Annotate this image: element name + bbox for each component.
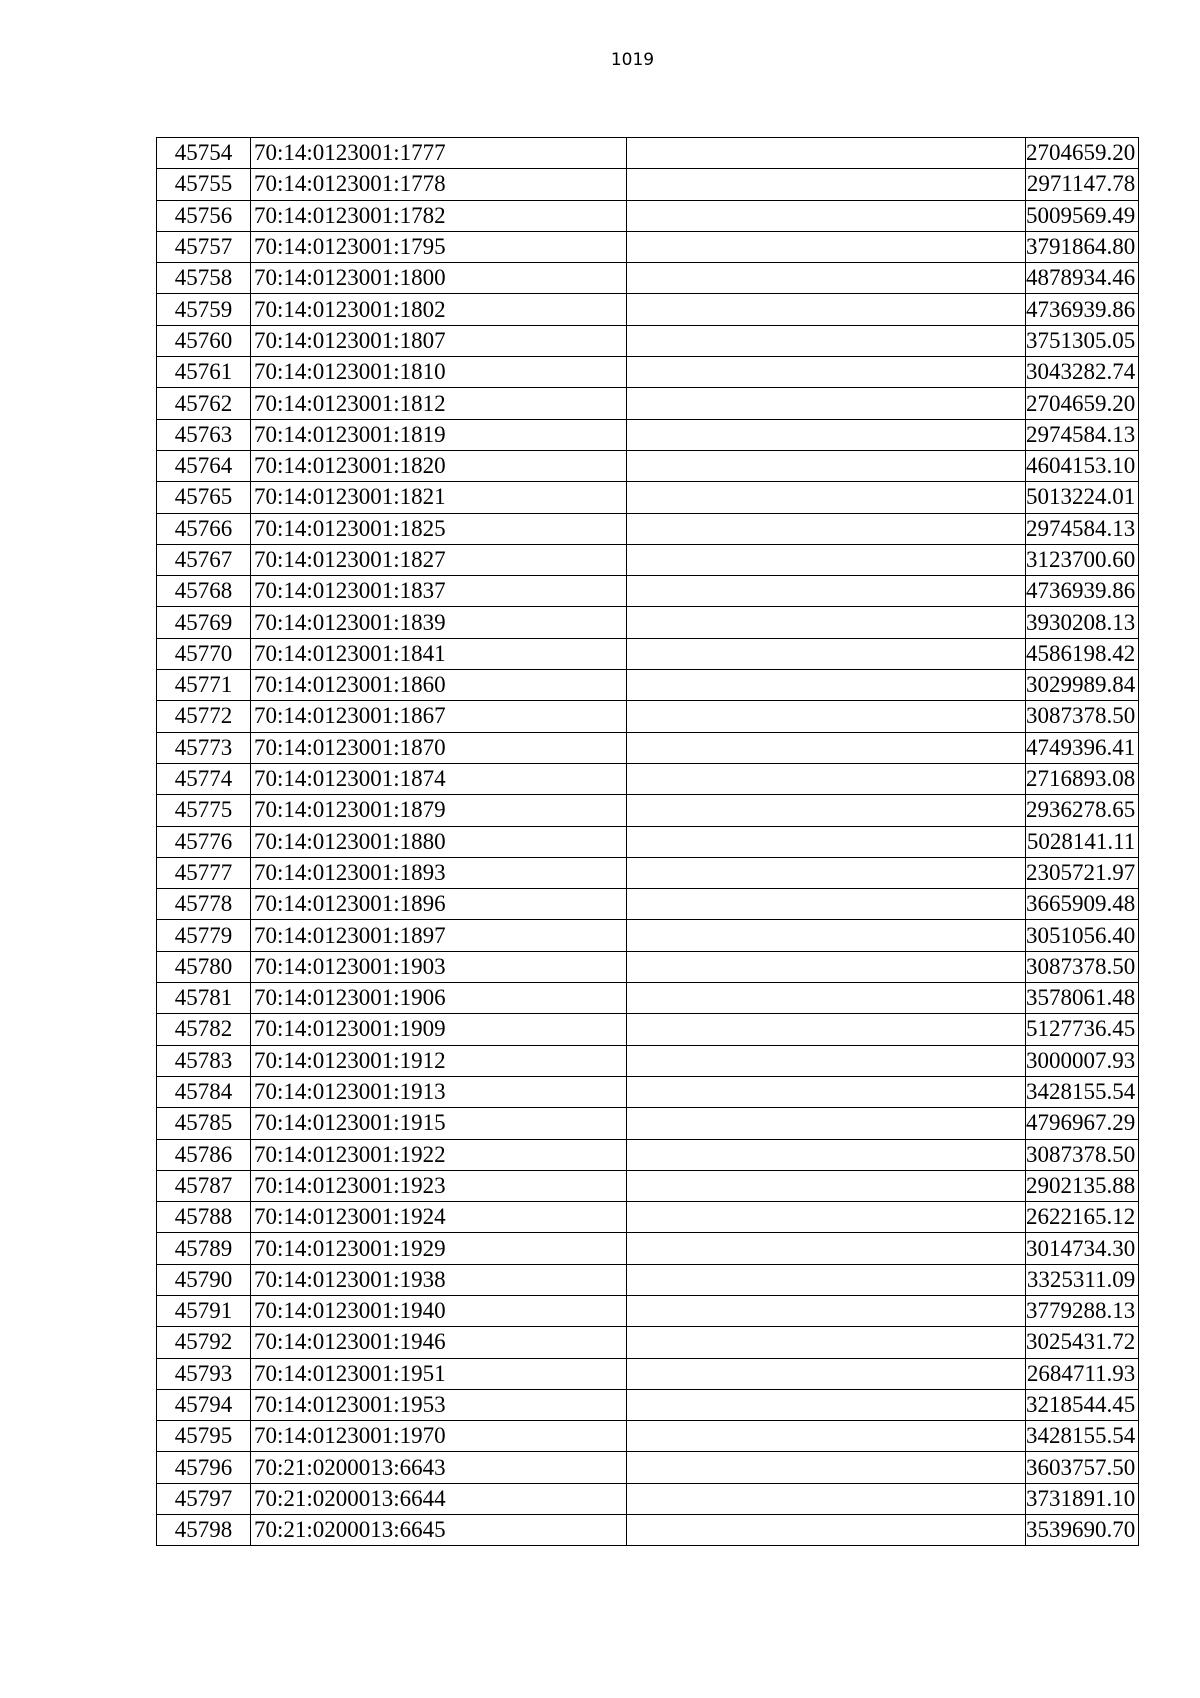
cadastral-number-cell: 70:14:0123001:1880 bbox=[251, 826, 627, 857]
row-number-cell: 45787 bbox=[157, 1170, 251, 1201]
cadastral-number-cell: 70:14:0123001:1896 bbox=[251, 889, 627, 920]
row-number-cell: 45770 bbox=[157, 638, 251, 669]
cadastral-value-cell: 5028141.11 bbox=[1026, 826, 1139, 857]
cadastral-number-cell: 70:14:0123001:1827 bbox=[251, 544, 627, 575]
table-row bbox=[157, 482, 1139, 513]
table-row bbox=[157, 1076, 1139, 1107]
table-row bbox=[157, 576, 1139, 607]
empty-cell bbox=[627, 231, 1026, 262]
empty-cell bbox=[627, 544, 1026, 575]
table-row bbox=[157, 763, 1139, 794]
cadastral-number-cell: 70:14:0123001:1825 bbox=[251, 513, 627, 544]
row-number-cell: 45769 bbox=[157, 607, 251, 638]
row-number-cell: 45758 bbox=[157, 263, 251, 294]
cadastral-value-cell: 2684711.93 bbox=[1026, 1358, 1139, 1389]
cadastral-number-cell: 70:14:0123001:1807 bbox=[251, 325, 627, 356]
cadastral-value-cell: 3428155.54 bbox=[1026, 1076, 1139, 1107]
cadastral-number-cell: 70:14:0123001:1820 bbox=[251, 450, 627, 481]
empty-cell bbox=[627, 826, 1026, 857]
empty-cell bbox=[627, 576, 1026, 607]
empty-cell bbox=[627, 983, 1026, 1014]
cadastral-number-cell: 70:14:0123001:1953 bbox=[251, 1389, 627, 1420]
cadastral-value-cell: 3000007.93 bbox=[1026, 1045, 1139, 1076]
cadastral-value-cell: 2622165.12 bbox=[1026, 1202, 1139, 1233]
cadastral-value-cell: 3087378.50 bbox=[1026, 951, 1139, 982]
cadastral-number-cell: 70:14:0123001:1912 bbox=[251, 1045, 627, 1076]
table-row bbox=[157, 200, 1139, 231]
table-row bbox=[157, 1358, 1139, 1389]
cadastral-value-cell: 4586198.42 bbox=[1026, 638, 1139, 669]
empty-cell bbox=[627, 1389, 1026, 1420]
cadastral-number-cell: 70:21:0200013:6644 bbox=[251, 1483, 627, 1514]
cadastral-number-cell: 70:14:0123001:1810 bbox=[251, 357, 627, 388]
empty-cell bbox=[627, 1358, 1026, 1389]
empty-cell bbox=[627, 138, 1026, 169]
row-number-cell: 45779 bbox=[157, 920, 251, 951]
table-row bbox=[157, 1108, 1139, 1139]
row-number-cell: 45782 bbox=[157, 1014, 251, 1045]
cadastral-value-cell: 2902135.88 bbox=[1026, 1170, 1139, 1201]
row-number-cell: 45763 bbox=[157, 419, 251, 450]
empty-cell bbox=[627, 1515, 1026, 1546]
row-number-cell: 45789 bbox=[157, 1233, 251, 1264]
cadastral-value-cell: 3123700.60 bbox=[1026, 544, 1139, 575]
table-row bbox=[157, 1139, 1139, 1170]
cadastral-number-cell: 70:14:0123001:1841 bbox=[251, 638, 627, 669]
row-number-cell: 45790 bbox=[157, 1264, 251, 1295]
cadastral-number-cell: 70:14:0123001:1924 bbox=[251, 1202, 627, 1233]
cadastral-number-cell: 70:14:0123001:1923 bbox=[251, 1170, 627, 1201]
page-number: 1019 bbox=[610, 50, 655, 70]
cadastral-number-cell: 70:14:0123001:1951 bbox=[251, 1358, 627, 1389]
row-number-cell: 45776 bbox=[157, 826, 251, 857]
cadastral-value-cell: 2716893.08 bbox=[1026, 763, 1139, 794]
empty-cell bbox=[627, 1202, 1026, 1233]
empty-cell bbox=[627, 889, 1026, 920]
cadastral-number-cell: 70:14:0123001:1812 bbox=[251, 388, 627, 419]
cadastral-value-cell: 2305721.97 bbox=[1026, 857, 1139, 888]
table-row bbox=[157, 169, 1139, 200]
row-number-cell: 45783 bbox=[157, 1045, 251, 1076]
cadastral-number-cell: 70:14:0123001:1915 bbox=[251, 1108, 627, 1139]
table-row bbox=[157, 732, 1139, 763]
table-row bbox=[157, 1452, 1139, 1483]
empty-cell bbox=[627, 482, 1026, 513]
cadastral-value-cell: 3779288.13 bbox=[1026, 1295, 1139, 1326]
cadastral-number-cell: 70:14:0123001:1879 bbox=[251, 795, 627, 826]
table-row bbox=[157, 388, 1139, 419]
row-number-cell: 45760 bbox=[157, 325, 251, 356]
row-number-cell: 45788 bbox=[157, 1202, 251, 1233]
cadastral-number-cell: 70:14:0123001:1821 bbox=[251, 482, 627, 513]
cadastral-number-cell: 70:14:0123001:1795 bbox=[251, 231, 627, 262]
empty-cell bbox=[627, 1076, 1026, 1107]
empty-cell bbox=[627, 701, 1026, 732]
cadastral-value-cell: 3665909.48 bbox=[1026, 889, 1139, 920]
cadastral-number-cell: 70:21:0200013:6645 bbox=[251, 1515, 627, 1546]
table-row bbox=[157, 513, 1139, 544]
empty-cell bbox=[627, 1295, 1026, 1326]
row-number-cell: 45768 bbox=[157, 576, 251, 607]
cadastral-number-cell: 70:14:0123001:1970 bbox=[251, 1421, 627, 1452]
cadastral-number-cell: 70:14:0123001:1946 bbox=[251, 1327, 627, 1358]
cadastral-value-cell: 4749396.41 bbox=[1026, 732, 1139, 763]
row-number-cell: 45798 bbox=[157, 1515, 251, 1546]
table-row bbox=[157, 1202, 1139, 1233]
cadastral-number-cell: 70:14:0123001:1870 bbox=[251, 732, 627, 763]
cadastral-value-cell: 3539690.70 bbox=[1026, 1515, 1139, 1546]
row-number-cell: 45795 bbox=[157, 1421, 251, 1452]
cadastral-value-cell: 5009569.49 bbox=[1026, 200, 1139, 231]
row-number-cell: 45764 bbox=[157, 450, 251, 481]
table-row bbox=[157, 1421, 1139, 1452]
cadastral-value-cell: 3014734.30 bbox=[1026, 1233, 1139, 1264]
cadastral-number-cell: 70:14:0123001:1913 bbox=[251, 1076, 627, 1107]
empty-cell bbox=[627, 670, 1026, 701]
cadastral-value-cell: 3930208.13 bbox=[1026, 607, 1139, 638]
empty-cell bbox=[627, 325, 1026, 356]
row-number-cell: 45785 bbox=[157, 1108, 251, 1139]
row-number-cell: 45755 bbox=[157, 169, 251, 200]
row-number-cell: 45786 bbox=[157, 1139, 251, 1170]
cadastral-number-cell: 70:14:0123001:1778 bbox=[251, 169, 627, 200]
cadastral-number-cell: 70:14:0123001:1929 bbox=[251, 1233, 627, 1264]
cadastral-number-cell: 70:14:0123001:1940 bbox=[251, 1295, 627, 1326]
row-number-cell: 45780 bbox=[157, 951, 251, 982]
empty-cell bbox=[627, 1233, 1026, 1264]
cadastral-number-cell: 70:14:0123001:1874 bbox=[251, 763, 627, 794]
cadastral-value-cell: 4736939.86 bbox=[1026, 576, 1139, 607]
cadastral-value-cell: 2974584.13 bbox=[1026, 513, 1139, 544]
table-row bbox=[157, 138, 1139, 169]
table-row bbox=[157, 1295, 1139, 1326]
empty-cell bbox=[627, 419, 1026, 450]
table-row bbox=[157, 357, 1139, 388]
table-row bbox=[157, 1045, 1139, 1076]
empty-cell bbox=[627, 1327, 1026, 1358]
cadastral-value-cell: 2971147.78 bbox=[1026, 169, 1139, 200]
table-row bbox=[157, 607, 1139, 638]
row-number-cell: 45792 bbox=[157, 1327, 251, 1358]
row-number-cell: 45771 bbox=[157, 670, 251, 701]
cadastral-number-cell: 70:14:0123001:1909 bbox=[251, 1014, 627, 1045]
row-number-cell: 45759 bbox=[157, 294, 251, 325]
cadastral-value-cell: 3428155.54 bbox=[1026, 1421, 1139, 1452]
empty-cell bbox=[627, 1170, 1026, 1201]
empty-cell bbox=[627, 1452, 1026, 1483]
table-row bbox=[157, 294, 1139, 325]
empty-cell bbox=[627, 795, 1026, 826]
table-row bbox=[157, 857, 1139, 888]
empty-cell bbox=[627, 638, 1026, 669]
row-number-cell: 45775 bbox=[157, 795, 251, 826]
table-row bbox=[157, 983, 1139, 1014]
row-number-cell: 45784 bbox=[157, 1076, 251, 1107]
row-number-cell: 45793 bbox=[157, 1358, 251, 1389]
table-row bbox=[157, 670, 1139, 701]
cadastral-value-cell: 5127736.45 bbox=[1026, 1014, 1139, 1045]
cadastral-value-cell: 2974584.13 bbox=[1026, 419, 1139, 450]
empty-cell bbox=[627, 763, 1026, 794]
cadastral-value-cell: 3087378.50 bbox=[1026, 1139, 1139, 1170]
cadastral-value-cell: 4878934.46 bbox=[1026, 263, 1139, 294]
cadastral-number-cell: 70:21:0200013:6643 bbox=[251, 1452, 627, 1483]
empty-cell bbox=[627, 1014, 1026, 1045]
cadastral-value-cell: 2704659.20 bbox=[1026, 388, 1139, 419]
empty-cell bbox=[627, 1045, 1026, 1076]
empty-cell bbox=[627, 294, 1026, 325]
cadastral-number-cell: 70:14:0123001:1800 bbox=[251, 263, 627, 294]
empty-cell bbox=[627, 951, 1026, 982]
cadastral-value-cell: 4736939.86 bbox=[1026, 294, 1139, 325]
empty-cell bbox=[627, 1264, 1026, 1295]
row-number-cell: 45791 bbox=[157, 1295, 251, 1326]
table-row bbox=[157, 231, 1139, 262]
table-row bbox=[157, 951, 1139, 982]
table-row bbox=[157, 701, 1139, 732]
empty-cell bbox=[627, 1421, 1026, 1452]
cadastral-value-cell: 3218544.45 bbox=[1026, 1389, 1139, 1420]
cadastral-number-cell: 70:14:0123001:1860 bbox=[251, 670, 627, 701]
row-number-cell: 45766 bbox=[157, 513, 251, 544]
empty-cell bbox=[627, 1483, 1026, 1514]
cadastral-number-cell: 70:14:0123001:1938 bbox=[251, 1264, 627, 1295]
cadastral-value-cell: 3043282.74 bbox=[1026, 357, 1139, 388]
cadastral-value-cell: 3751305.05 bbox=[1026, 325, 1139, 356]
row-number-cell: 45774 bbox=[157, 763, 251, 794]
cadastral-number-cell: 70:14:0123001:1777 bbox=[251, 138, 627, 169]
row-number-cell: 45781 bbox=[157, 983, 251, 1014]
cadastral-value-cell: 4796967.29 bbox=[1026, 1108, 1139, 1139]
cadastral-number-cell: 70:14:0123001:1897 bbox=[251, 920, 627, 951]
cadastral-value-cell: 3029989.84 bbox=[1026, 670, 1139, 701]
row-number-cell: 45762 bbox=[157, 388, 251, 419]
cadastral-number-cell: 70:14:0123001:1802 bbox=[251, 294, 627, 325]
row-number-cell: 45754 bbox=[157, 138, 251, 169]
empty-cell bbox=[627, 1139, 1026, 1170]
table-row bbox=[157, 795, 1139, 826]
table-row bbox=[157, 889, 1139, 920]
table-row bbox=[157, 826, 1139, 857]
empty-cell bbox=[627, 357, 1026, 388]
row-number-cell: 45778 bbox=[157, 889, 251, 920]
cadastral-value-table bbox=[156, 137, 1139, 1546]
table-row bbox=[157, 1515, 1139, 1546]
table-row bbox=[157, 1233, 1139, 1264]
table-row bbox=[157, 1483, 1139, 1514]
table-row bbox=[157, 263, 1139, 294]
row-number-cell: 45761 bbox=[157, 357, 251, 388]
empty-cell bbox=[627, 388, 1026, 419]
table-row bbox=[157, 1264, 1139, 1295]
cadastral-number-cell: 70:14:0123001:1837 bbox=[251, 576, 627, 607]
row-number-cell: 45772 bbox=[157, 701, 251, 732]
table-row bbox=[157, 638, 1139, 669]
table-row bbox=[157, 1014, 1139, 1045]
cadastral-value-cell: 3578061.48 bbox=[1026, 983, 1139, 1014]
cadastral-value-cell: 2936278.65 bbox=[1026, 795, 1139, 826]
empty-cell bbox=[627, 857, 1026, 888]
row-number-cell: 45796 bbox=[157, 1452, 251, 1483]
cadastral-value-cell: 4604153.10 bbox=[1026, 450, 1139, 481]
row-number-cell: 45777 bbox=[157, 857, 251, 888]
row-number-cell: 45773 bbox=[157, 732, 251, 763]
empty-cell bbox=[627, 607, 1026, 638]
empty-cell bbox=[627, 920, 1026, 951]
cadastral-value-cell: 2704659.20 bbox=[1026, 138, 1139, 169]
table-row bbox=[157, 450, 1139, 481]
table-row bbox=[157, 920, 1139, 951]
empty-cell bbox=[627, 200, 1026, 231]
cadastral-value-cell: 3051056.40 bbox=[1026, 920, 1139, 951]
empty-cell bbox=[627, 1108, 1026, 1139]
table-row bbox=[157, 419, 1139, 450]
empty-cell bbox=[627, 732, 1026, 763]
cadastral-value-cell: 3603757.50 bbox=[1026, 1452, 1139, 1483]
cadastral-number-cell: 70:14:0123001:1903 bbox=[251, 951, 627, 982]
row-number-cell: 45797 bbox=[157, 1483, 251, 1514]
table-row bbox=[157, 325, 1139, 356]
cadastral-number-cell: 70:14:0123001:1867 bbox=[251, 701, 627, 732]
cadastral-value-cell: 3791864.80 bbox=[1026, 231, 1139, 262]
cadastral-number-cell: 70:14:0123001:1839 bbox=[251, 607, 627, 638]
table-row bbox=[157, 1170, 1139, 1201]
empty-cell bbox=[627, 513, 1026, 544]
row-number-cell: 45765 bbox=[157, 482, 251, 513]
table-row bbox=[157, 1389, 1139, 1420]
cadastral-value-cell: 3087378.50 bbox=[1026, 701, 1139, 732]
cadastral-value-cell: 3325311.09 bbox=[1026, 1264, 1139, 1295]
table-row bbox=[157, 1327, 1139, 1358]
row-number-cell: 45757 bbox=[157, 231, 251, 262]
empty-cell bbox=[627, 263, 1026, 294]
cadastral-number-cell: 70:14:0123001:1782 bbox=[251, 200, 627, 231]
row-number-cell: 45794 bbox=[157, 1389, 251, 1420]
cadastral-value-cell: 5013224.01 bbox=[1026, 482, 1139, 513]
empty-cell bbox=[627, 169, 1026, 200]
cadastral-number-cell: 70:14:0123001:1906 bbox=[251, 983, 627, 1014]
table-body bbox=[157, 138, 1139, 1546]
cadastral-value-cell: 3025431.72 bbox=[1026, 1327, 1139, 1358]
empty-cell bbox=[627, 450, 1026, 481]
row-number-cell: 45767 bbox=[157, 544, 251, 575]
row-number-cell: 45756 bbox=[157, 200, 251, 231]
cadastral-value-cell: 3731891.10 bbox=[1026, 1483, 1139, 1514]
cadastral-number-cell: 70:14:0123001:1922 bbox=[251, 1139, 627, 1170]
cadastral-number-cell: 70:14:0123001:1819 bbox=[251, 419, 627, 450]
cadastral-number-cell: 70:14:0123001:1893 bbox=[251, 857, 627, 888]
table-row bbox=[157, 544, 1139, 575]
